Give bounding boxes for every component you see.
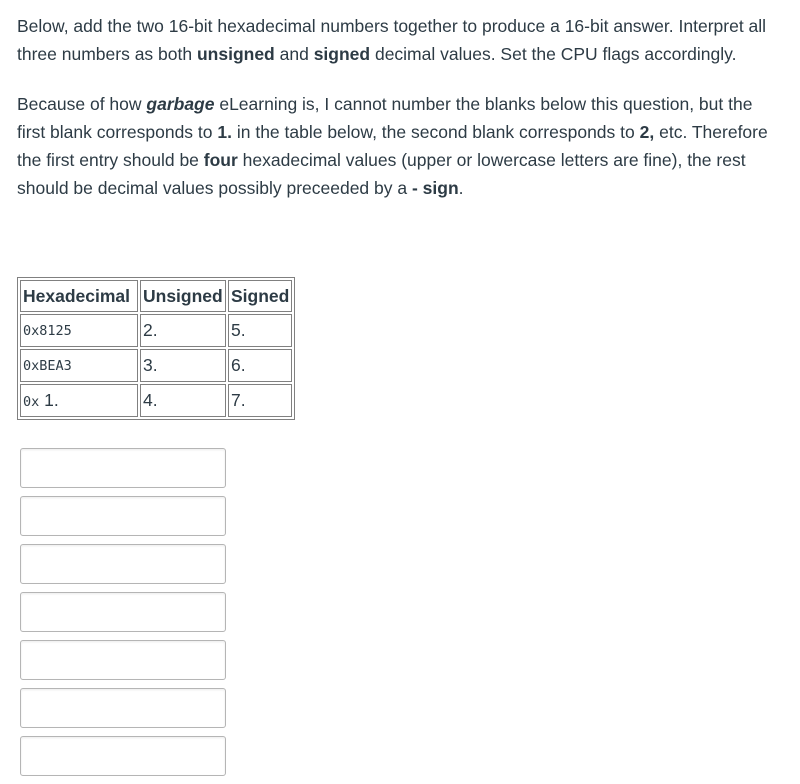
- answer-input-5[interactable]: [20, 640, 226, 680]
- bold-unsigned: unsigned: [196, 44, 275, 64]
- answer-input-2[interactable]: [20, 496, 226, 536]
- cell-unsigned: 3.: [140, 349, 226, 382]
- question-text: [17, 12, 777, 202]
- answer-input-1[interactable]: [20, 448, 226, 488]
- bold-two: 2,: [639, 122, 655, 142]
- answer-input-4[interactable]: [20, 592, 226, 632]
- cell-unsigned: 2.: [140, 314, 226, 347]
- text: eLearning is, I cannot number the blanks below this question, but the first blank corresponds to: [17, 94, 753, 142]
- table-row: [20, 384, 292, 417]
- table-row: [20, 314, 292, 347]
- hex-prefix: 0x: [23, 394, 40, 410]
- text: in the table below, the second blank corresponds to: [231, 122, 640, 142]
- answer-blanks: [20, 448, 226, 784]
- header-hexadecimal: Hexadecimal: [20, 280, 138, 312]
- text: and: [274, 44, 314, 64]
- bold-one: 1.: [217, 122, 232, 142]
- question-paragraph-1: [17, 12, 777, 68]
- hex-blank-number: 1.: [44, 390, 59, 410]
- answer-input-6[interactable]: [20, 688, 226, 728]
- cell-signed: 7.: [228, 384, 292, 417]
- answer-input-3[interactable]: [20, 544, 226, 584]
- table-header-row: [20, 280, 292, 312]
- cell-hex: [20, 384, 138, 417]
- cell-signed: 6.: [228, 349, 292, 382]
- cell-hex: 0x8125: [20, 314, 138, 347]
- cell-unsigned: 4.: [140, 384, 226, 417]
- bold-four: four: [203, 150, 238, 170]
- emphasis-garbage: garbage: [146, 94, 215, 114]
- bold-minus-sign: - sign: [411, 178, 459, 198]
- text: decimal values. Set the CPU flags accordingly.: [370, 44, 737, 64]
- header-signed: Signed: [228, 280, 292, 312]
- answer-input-7[interactable]: [20, 736, 226, 776]
- table-row: [20, 349, 292, 382]
- text: Because of how: [17, 94, 147, 114]
- text: Below, add the two 16-bit hexadecimal numbers together to produce a 16-bit answer. Interpret all three numbers as both: [17, 16, 767, 64]
- hex-table: [17, 277, 295, 420]
- cell-signed: 5.: [228, 314, 292, 347]
- cell-hex: 0xBEA3: [20, 349, 138, 382]
- text: hexadecimal values (upper or lowercase letters are fine), the rest should be decimal values possibly preceeded by a: [17, 150, 746, 198]
- header-unsigned: Unsigned: [140, 280, 226, 312]
- question-paragraph-2: [17, 90, 777, 202]
- text: .: [458, 178, 464, 198]
- bold-signed: signed: [313, 44, 371, 64]
- text: etc. Therefore the first entry should be: [17, 122, 768, 170]
